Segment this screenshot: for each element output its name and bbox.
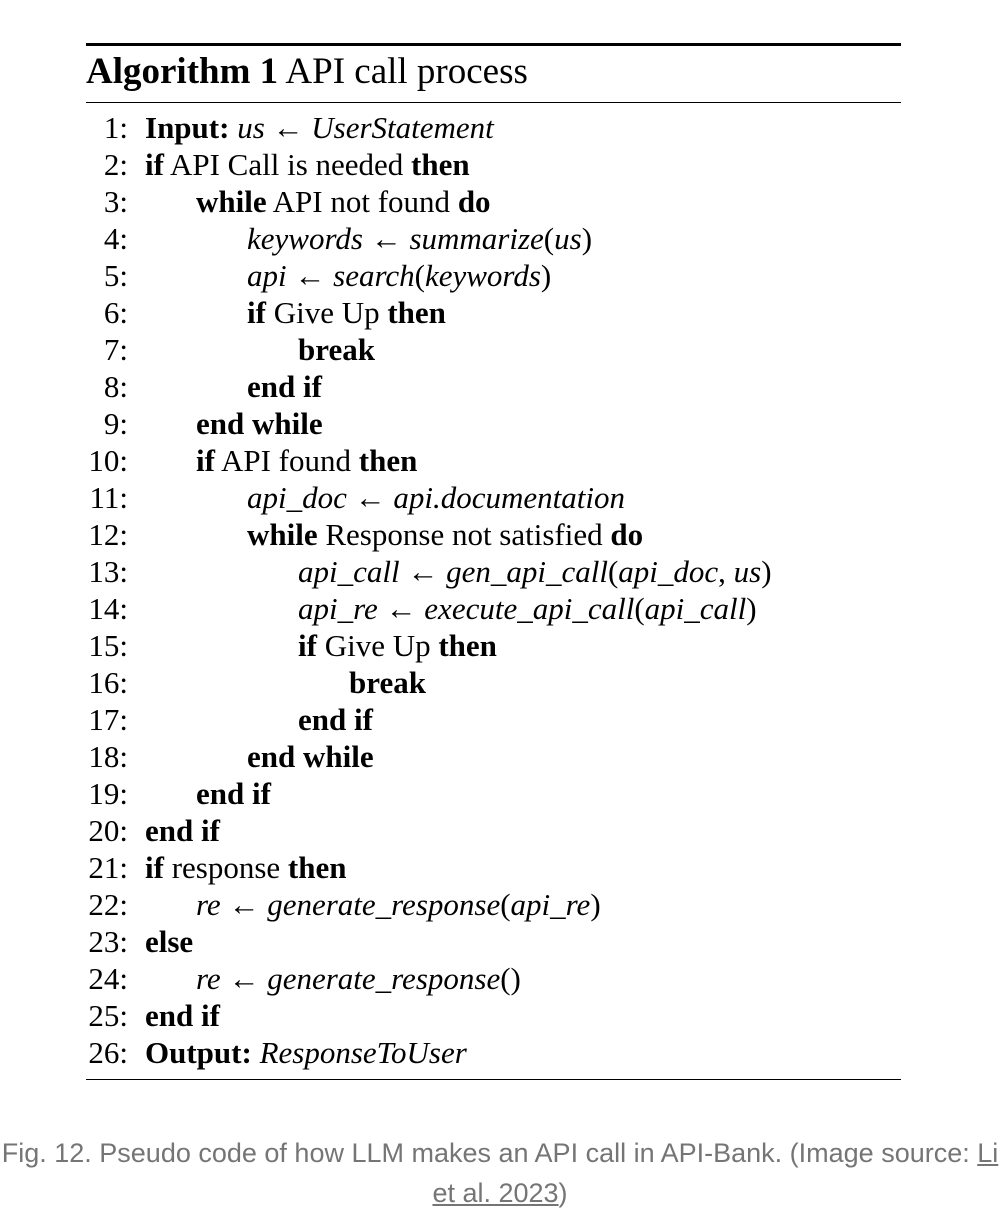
line-text: Give Up — [316, 628, 439, 663]
line-content — [247, 257, 551, 294]
keyword: else — [145, 924, 194, 959]
line-content — [247, 368, 322, 405]
keyword: then — [387, 295, 446, 330]
keyword: then — [438, 628, 497, 663]
math-symbol: ) — [590, 887, 601, 922]
algorithm-line — [86, 442, 901, 479]
line-number: 20: — [88, 813, 128, 848]
keyword: do — [610, 517, 644, 552]
keyword: Input: — [145, 110, 230, 145]
keyword: while — [196, 184, 267, 219]
line-number: 8: — [103, 369, 128, 404]
line-content — [298, 553, 772, 590]
math-symbol: ) — [540, 258, 552, 293]
line-content — [196, 960, 521, 997]
line-text: API found — [214, 443, 359, 478]
math-symbol: ) — [746, 591, 757, 626]
line-content — [247, 479, 625, 516]
algorithm-line — [86, 146, 901, 183]
line-text: response — [163, 850, 288, 885]
keyword: end if — [196, 776, 271, 811]
line-text: Response not satisfied — [317, 517, 611, 552]
math-expression: re — [196, 887, 229, 922]
line-number: 3: — [103, 184, 128, 219]
math-expression: api — [247, 258, 295, 293]
math-symbol: ) — [581, 221, 593, 256]
math-symbol: ← — [407, 554, 439, 589]
keyword: then — [287, 850, 347, 885]
line-number: 23: — [88, 924, 128, 959]
math-expression: generate_response — [259, 961, 501, 996]
line-number: 5: — [103, 258, 128, 293]
math-symbol: ( — [634, 591, 645, 626]
algorithm-line — [86, 849, 901, 886]
algorithm-line — [86, 220, 901, 257]
line-content — [196, 183, 491, 220]
line-number: 25: — [88, 998, 128, 1033]
math-expression: api_doc — [618, 554, 719, 589]
line-content — [298, 627, 497, 664]
line-number: 6: — [103, 295, 128, 330]
line-content — [145, 997, 220, 1034]
line-text: Give Up — [265, 295, 388, 330]
math-expression: search — [325, 258, 415, 293]
algorithm-line — [86, 479, 901, 516]
bottom-rule — [86, 1079, 901, 1080]
algorithm-line — [86, 775, 901, 812]
line-number: 7: — [103, 332, 128, 367]
algorithm-line — [86, 590, 901, 627]
line-number: 16: — [88, 665, 128, 700]
algorithm-line — [86, 516, 901, 553]
keyword: do — [457, 184, 491, 219]
math-symbol: ← — [370, 221, 402, 256]
math-symbol: ← — [228, 887, 260, 922]
algorithm-line — [86, 553, 901, 590]
algorithm-line — [86, 923, 901, 960]
caption-suffix: ) — [558, 1178, 568, 1208]
math-symbol: ( — [414, 258, 425, 293]
line-content — [196, 405, 323, 442]
line-content — [247, 516, 643, 553]
keyword: end while — [247, 739, 374, 774]
keyword: if — [298, 628, 317, 663]
algorithm-line — [86, 109, 901, 146]
line-number: 18: — [88, 739, 128, 774]
algorithm-box — [86, 43, 901, 1080]
math-symbol: ) — [761, 554, 772, 589]
math-symbol: ← — [228, 961, 260, 996]
line-number: 24: — [88, 961, 128, 996]
keyword: end if — [247, 369, 322, 404]
algorithm-line — [86, 331, 901, 368]
math-expression: keywords — [424, 258, 541, 293]
math-expression: api_call — [298, 554, 408, 589]
keyword: if — [247, 295, 266, 330]
keyword: then — [411, 147, 470, 182]
keyword: Output: — [145, 1035, 252, 1070]
line-content — [145, 849, 347, 886]
line-number: 12: — [88, 517, 128, 552]
line-content — [145, 923, 193, 960]
line-content — [298, 590, 757, 627]
algorithm-line — [86, 886, 901, 923]
line-content — [349, 664, 426, 701]
line-number: 11: — [89, 480, 128, 515]
math-symbol: ← — [354, 480, 386, 515]
line-number: 13: — [88, 554, 128, 589]
line-content — [247, 220, 592, 257]
keyword: if — [196, 443, 215, 478]
keyword: break — [349, 665, 426, 700]
line-content — [196, 442, 417, 479]
line-number: 14: — [88, 591, 128, 626]
algorithm-line — [86, 368, 901, 405]
algorithm-line — [86, 627, 901, 664]
line-content — [298, 701, 373, 738]
math-expression: UserStatement — [303, 110, 494, 145]
line-content — [145, 146, 470, 183]
math-symbol: ( — [500, 887, 511, 922]
math-symbol: , — [718, 554, 734, 589]
keyword: end if — [145, 813, 220, 848]
math-expression: re — [196, 961, 229, 996]
math-expression: us — [229, 110, 273, 145]
line-number: 22: — [88, 887, 128, 922]
line-number: 9: — [103, 406, 128, 441]
keyword: end while — [196, 406, 323, 441]
line-number: 2: — [103, 147, 128, 182]
line-number: 17: — [88, 702, 128, 737]
line-text: API Call is needed — [163, 147, 412, 182]
algorithm-label: Algorithm 1 — [86, 51, 279, 92]
math-symbol: ( — [543, 221, 555, 256]
math-expression: api_call — [644, 591, 747, 626]
line-number: 15: — [88, 628, 128, 663]
line-content — [196, 775, 271, 812]
algorithm-line — [86, 294, 901, 331]
line-number: 1: — [103, 110, 128, 145]
header-rule — [86, 102, 901, 103]
line-number: 4: — [103, 221, 128, 256]
line-content — [247, 294, 446, 331]
math-expression: keywords — [247, 221, 371, 256]
math-symbol: ( — [607, 554, 619, 589]
line-content — [145, 109, 494, 146]
caption-source-link[interactable]: Li et al. 2023 — [432, 1138, 999, 1208]
algorithm-line — [86, 812, 901, 849]
math-expression: generate_response — [259, 887, 501, 922]
line-content — [196, 886, 601, 923]
math-expression: api_re — [510, 887, 591, 922]
line-content — [145, 812, 220, 849]
math-expression: api_re — [298, 591, 386, 626]
line-content — [298, 331, 375, 368]
math-expression: gen_api_call — [438, 554, 608, 589]
keyword: if — [145, 850, 164, 885]
algorithm-header — [86, 49, 901, 95]
line-number: 26: — [88, 1035, 128, 1070]
algorithm-line — [86, 738, 901, 775]
line-content — [145, 1034, 467, 1071]
caption-text: Fig. 12. Pseudo code of how LLM makes an API call in API-Bank. (Image source: — [1, 1138, 978, 1168]
line-number: 10: — [88, 443, 128, 478]
math-symbol: ← — [294, 258, 326, 293]
line-content — [247, 738, 374, 775]
algorithm-line — [86, 664, 901, 701]
top-rule — [86, 43, 901, 46]
algorithm-line — [86, 960, 901, 997]
math-expression: summarize — [401, 221, 544, 256]
keyword: if — [145, 147, 164, 182]
keyword: while — [247, 517, 318, 552]
figure-caption — [0, 1133, 1000, 1213]
line-number: 21: — [88, 850, 128, 885]
algorithm-title: API call process — [285, 51, 528, 92]
algorithm-line — [86, 405, 901, 442]
line-text: API not found — [266, 184, 458, 219]
math-symbol: () — [500, 961, 521, 996]
algorithm-line — [86, 257, 901, 294]
math-expression: us — [733, 554, 762, 589]
algorithm-lines — [86, 109, 901, 1071]
math-expression: api_doc — [247, 480, 355, 515]
math-expression: execute_api_call — [416, 591, 635, 626]
math-expression: us — [554, 221, 582, 256]
math-expression: ResponseToUser — [251, 1035, 467, 1070]
math-expression: api.documentation — [385, 480, 625, 515]
math-symbol: ← — [272, 110, 304, 145]
math-symbol: ← — [385, 591, 417, 626]
algorithm-line — [86, 1034, 901, 1071]
algorithm-line — [86, 183, 901, 220]
algorithm-line — [86, 701, 901, 738]
keyword: then — [358, 443, 418, 478]
algorithm-line — [86, 997, 901, 1034]
keyword: end if — [145, 998, 220, 1033]
keyword: break — [298, 332, 375, 367]
line-number: 19: — [88, 776, 128, 811]
keyword: end if — [298, 702, 373, 737]
